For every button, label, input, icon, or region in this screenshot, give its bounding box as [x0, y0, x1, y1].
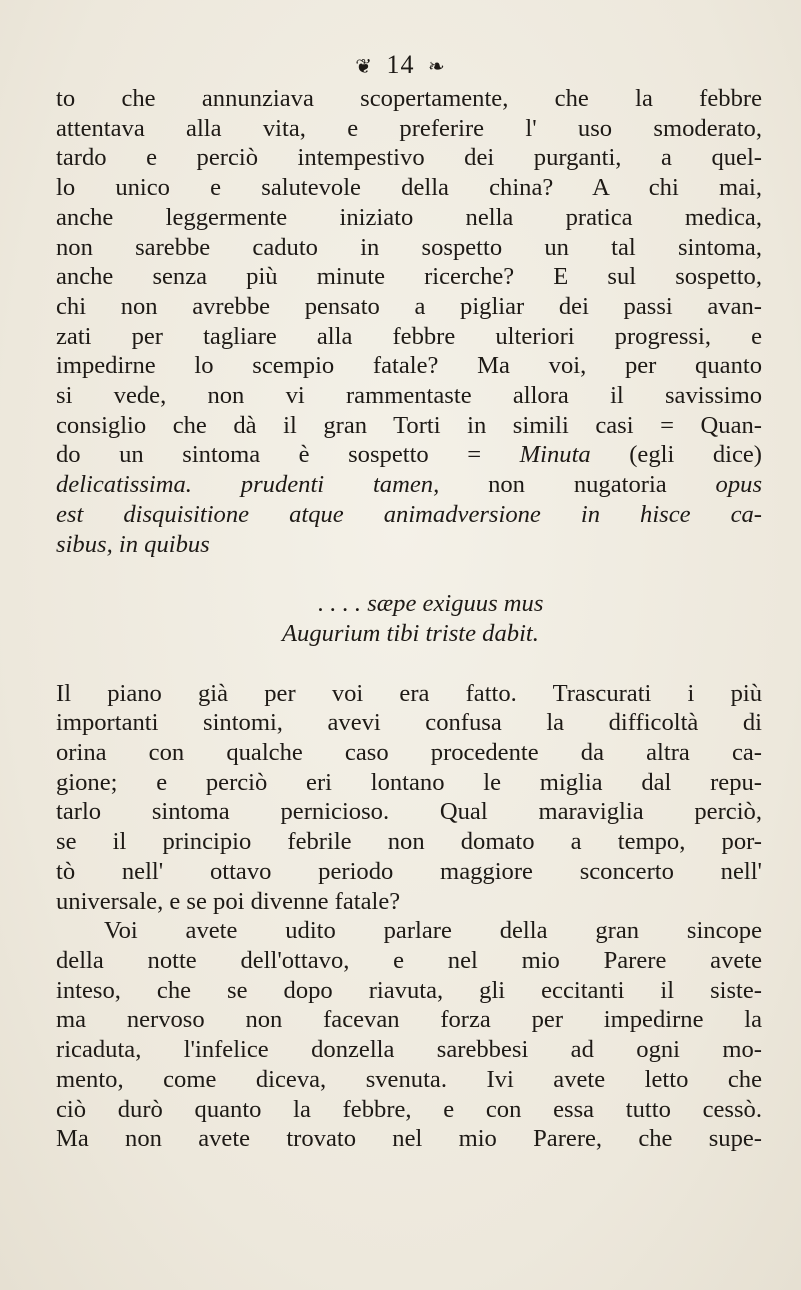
text-line: orina con qualche caso procedente da altra ca-: [56, 739, 762, 767]
text-line: anche senza più minute ricerche? E sul sospetto,: [56, 263, 762, 291]
ornament-right-icon: ❧: [428, 56, 446, 79]
text-line: importanti sintomi, avevi confusa la difficoltà di: [56, 709, 762, 737]
text-line: si vede, non vi rammentaste allora il savissimo: [56, 382, 762, 410]
text-line: tarlo sintoma pernicioso. Qual maraviglia perciò,: [56, 798, 762, 826]
text-line: ricaduta, l'infelice donzella sarebbesi ad ogni mo-: [56, 1036, 762, 1064]
text-line: impedirne lo scempio fatale? Ma voi, per quanto: [56, 352, 762, 380]
text-line: chi non avrebbe pensato a pigliar dei passi avan-: [56, 292, 762, 320]
text-line: ciò durò quanto la febbre, e con essa tutto cessò.: [56, 1095, 762, 1123]
page-body: [56, 84, 762, 1154]
text-line: consiglio che dà il gran Torti in simili casi = Quan-: [56, 411, 762, 439]
ornament-left-icon: ❦: [355, 56, 373, 79]
latin-quote-line: sibus, in quibus: [56, 530, 210, 558]
text-line: universale, e se poi divenne fatale?: [56, 887, 401, 915]
text-line: tardo e perciò intempestivo dei purganti, a quel-: [56, 144, 762, 172]
text-line: Ma non avete trovato nel mio Parere, che supe-: [56, 1125, 762, 1153]
text-line: anche leggermente iniziato nella pratica medica,: [56, 203, 762, 231]
latin-quote-line: est disquisitione atque animadversione in hisce ca-: [56, 500, 762, 528]
text-segment: non nugatoria: [439, 471, 716, 499]
text-line: ma nervoso non facevan forza per impedirne la: [56, 1006, 762, 1034]
text-line: gione; e perciò eri lontano le miglia dal repu-: [56, 768, 762, 796]
text-line: Voi avete udito parlare della gran sincope: [104, 917, 762, 945]
text-line: se il principio febrile non domato a tempo, por-: [56, 828, 762, 856]
text-line: inteso, che se dopo riavuta, gli eccitanti il siste-: [56, 976, 762, 1004]
text-line-mixed: [56, 470, 762, 500]
verse-line: Augurium tibi triste dabit.: [282, 619, 539, 647]
text-line: to che annunziava scopertamente, che la febbre: [56, 85, 762, 112]
page-number: 14: [386, 50, 415, 79]
italic-segment: delicatissima. prudenti tamen,: [56, 471, 440, 499]
text-line: Il piano già per voi era fatto. Trascurati i più: [56, 679, 762, 707]
italic-segment: Minuta: [519, 441, 591, 469]
page-header: [0, 52, 801, 80]
text-segment: do un sintoma è sospetto =: [56, 441, 520, 469]
text-line-mixed: [56, 440, 762, 470]
text-line: della notte dell'ottavo, e nel mio Parere avete: [56, 946, 762, 974]
text-line: tò nell' ottavo periodo maggiore sconcerto nell': [56, 857, 762, 885]
verse-line: . . . . sæpe exiguus mus: [318, 590, 544, 618]
text-segment: (egli dice): [590, 441, 762, 469]
text-line: attentava alla vita, e preferire l' uso smoderato,: [56, 114, 762, 142]
text-line: lo unico e salutevole della china? A chi mai,: [56, 174, 762, 202]
text-line: non sarebbe caduto in sospetto un tal sintoma,: [56, 233, 762, 261]
text-line: mento, come diceva, svenuta. Ivi avete letto che: [56, 1065, 762, 1093]
italic-segment: opus: [715, 471, 762, 499]
text-line: zati per tagliare alla febbre ulteriori progressi, e: [56, 322, 762, 350]
